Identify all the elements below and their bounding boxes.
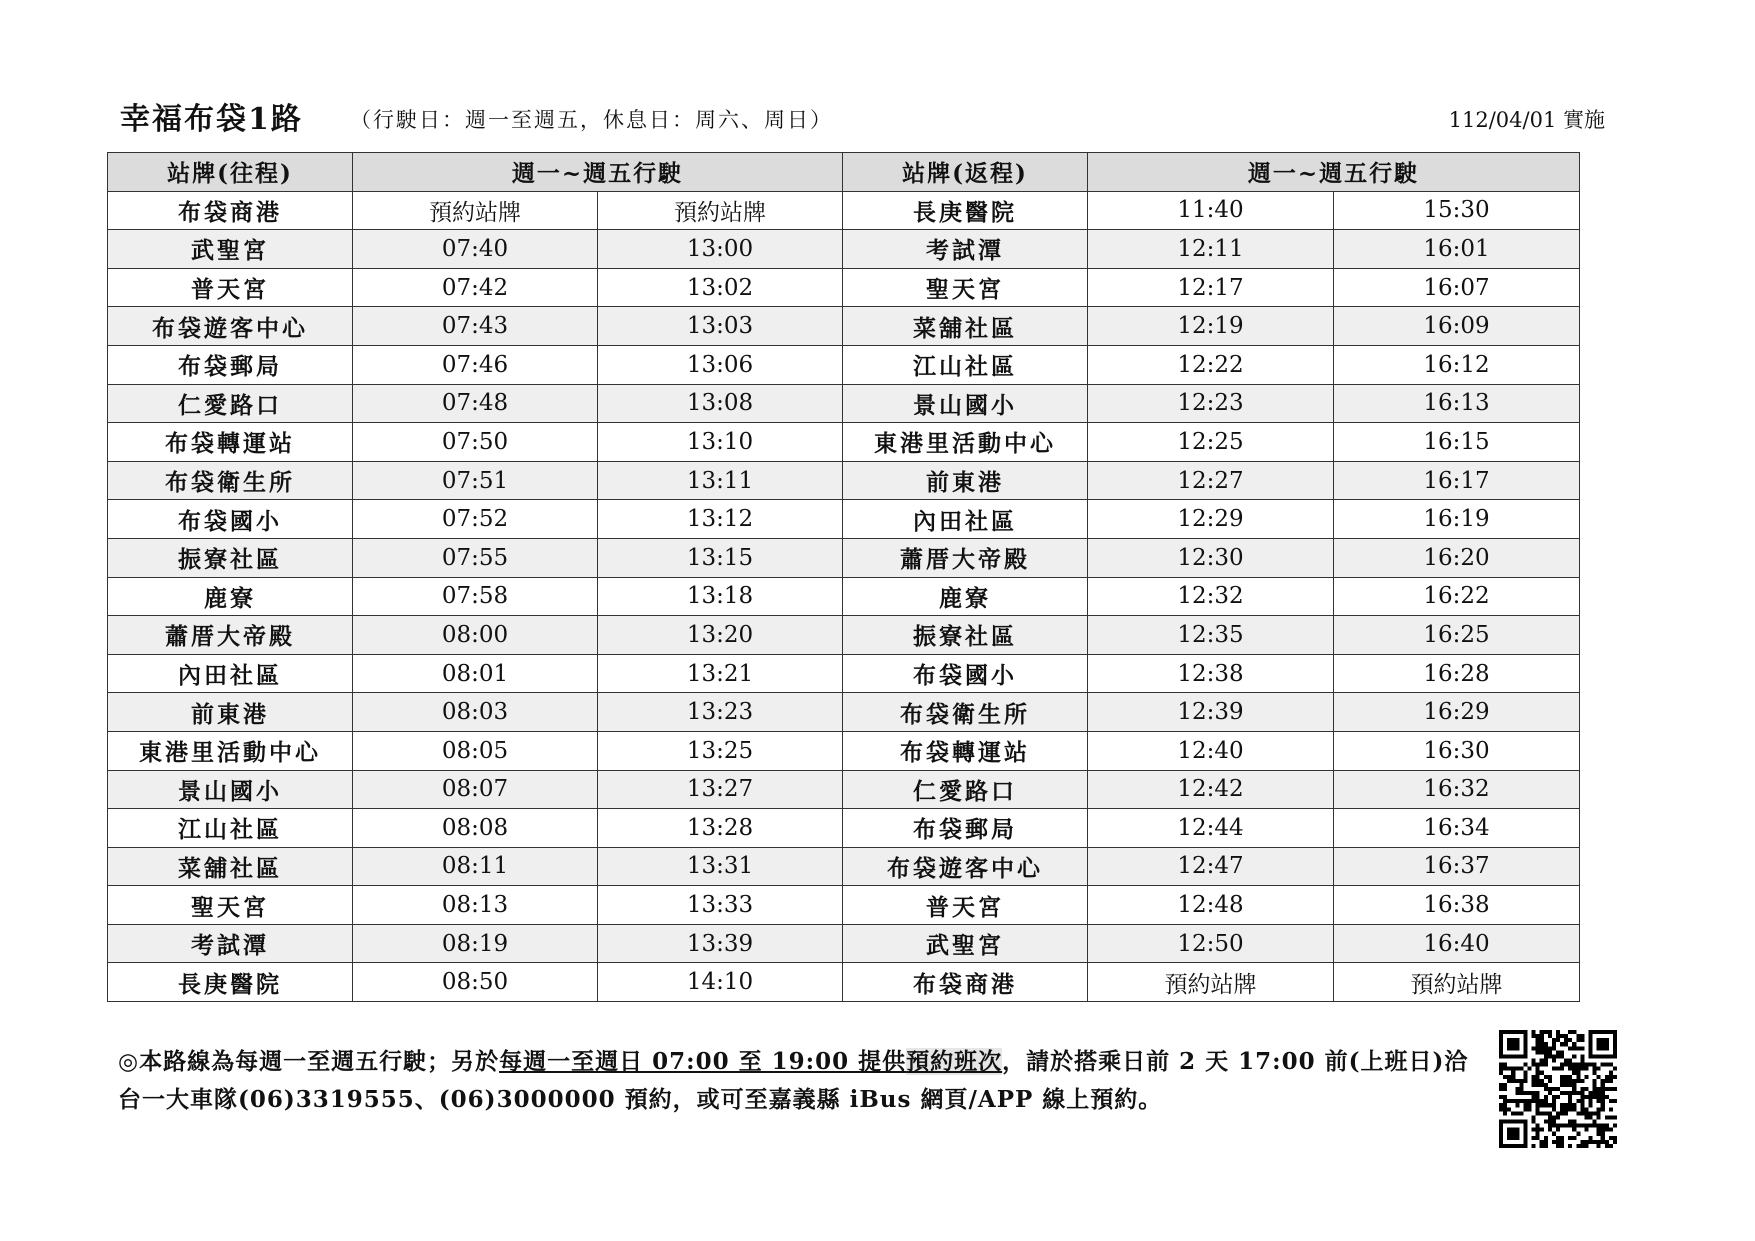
- outbound-time-1-cell: 08:13: [353, 886, 598, 925]
- return-stop-cell: 前東港: [843, 461, 1088, 500]
- table-row: [108, 500, 1580, 539]
- outbound-stop-cell: 內田社區: [108, 654, 353, 693]
- return-time-1-cell: 12:47: [1088, 847, 1334, 886]
- outbound-time-2-cell: 13:25: [598, 731, 843, 770]
- return-time-1-cell: 12:17: [1088, 268, 1334, 307]
- outbound-stop-cell: 鹿寮: [108, 577, 353, 616]
- outbound-time-2-cell: 預約站牌: [598, 191, 843, 230]
- table-row: [108, 307, 1580, 346]
- timetable-header-row: [108, 153, 1580, 192]
- return-time-1-cell: 12:48: [1088, 886, 1334, 925]
- return-time-2-cell: 16:30: [1334, 731, 1580, 770]
- return-time-1-cell: 12:39: [1088, 693, 1334, 732]
- timetable: [107, 152, 1580, 1002]
- outbound-time-1-cell: 07:46: [353, 345, 598, 384]
- table-row: [108, 654, 1580, 693]
- return-time-2-cell: 16:38: [1334, 886, 1580, 925]
- outbound-time-1-cell: 預約站牌: [353, 191, 598, 230]
- outbound-stop-cell: 蕭厝大帝殿: [108, 616, 353, 655]
- table-row: [108, 345, 1580, 384]
- return-stop-cell: 東港里活動中心: [843, 423, 1088, 462]
- outbound-time-2-cell: 13:10: [598, 423, 843, 462]
- return-time-2-cell: 16:15: [1334, 423, 1580, 462]
- return-time-1-cell: 12:50: [1088, 924, 1334, 963]
- return-time-2-cell: 16:19: [1334, 500, 1580, 539]
- return-time-2-cell: 16:28: [1334, 654, 1580, 693]
- outbound-time-2-cell: 13:39: [598, 924, 843, 963]
- return-time-1-cell: 12:42: [1088, 770, 1334, 809]
- outbound-time-1-cell: 08:01: [353, 654, 598, 693]
- return-time-1-cell: 12:30: [1088, 538, 1334, 577]
- timetable-body: [108, 191, 1580, 1001]
- return-time-2-cell: 16:29: [1334, 693, 1580, 732]
- page-header: [120, 92, 1605, 136]
- effective-date: 112/04/01 實施: [1448, 108, 1605, 132]
- return-time-2-cell: 16:34: [1334, 809, 1580, 848]
- outbound-stop-cell: 布袋國小: [108, 500, 353, 539]
- header-return-stop: 站牌(返程): [843, 153, 1088, 192]
- return-time-1-cell: 11:40: [1088, 191, 1334, 230]
- note-text-2: 每週一至週日 07:00 至 19:00 提供: [499, 1048, 907, 1075]
- note-text-1: ◎本路線為每週一至週五行駛；另於: [118, 1048, 500, 1075]
- outbound-stop-cell: 江山社區: [108, 809, 353, 848]
- return-stop-cell: 布袋商港: [843, 963, 1088, 1002]
- outbound-stop-cell: 仁愛路口: [108, 384, 353, 423]
- return-time-1-cell: 12:35: [1088, 616, 1334, 655]
- outbound-time-2-cell: 13:03: [598, 307, 843, 346]
- return-stop-cell: 長庚醫院: [843, 191, 1088, 230]
- outbound-time-2-cell: 13:18: [598, 577, 843, 616]
- table-row: [108, 809, 1580, 848]
- return-time-1-cell: 12:11: [1088, 230, 1334, 269]
- table-row: [108, 230, 1580, 269]
- outbound-time-2-cell: 13:33: [598, 886, 843, 925]
- outbound-time-2-cell: 13:00: [598, 230, 843, 269]
- return-stop-cell: 仁愛路口: [843, 770, 1088, 809]
- outbound-time-2-cell: 14:10: [598, 963, 843, 1002]
- table-row: [108, 577, 1580, 616]
- return-stop-cell: 鹿寮: [843, 577, 1088, 616]
- outbound-time-1-cell: 08:05: [353, 731, 598, 770]
- return-time-2-cell: 16:25: [1334, 616, 1580, 655]
- return-time-2-cell: 16:13: [1334, 384, 1580, 423]
- outbound-stop-cell: 武聖宮: [108, 230, 353, 269]
- outbound-stop-cell: 布袋商港: [108, 191, 353, 230]
- outbound-stop-cell: 考試潭: [108, 924, 353, 963]
- outbound-time-1-cell: 07:55: [353, 538, 598, 577]
- outbound-stop-cell: 聖天宮: [108, 886, 353, 925]
- return-time-1-cell: 12:27: [1088, 461, 1334, 500]
- outbound-time-2-cell: 13:23: [598, 693, 843, 732]
- header-return-days: 週一~週五行駛: [1088, 153, 1580, 192]
- table-row: [108, 423, 1580, 462]
- outbound-time-1-cell: 07:58: [353, 577, 598, 616]
- table-row: [108, 924, 1580, 963]
- table-row: [108, 461, 1580, 500]
- return-time-1-cell: 12:38: [1088, 654, 1334, 693]
- outbound-stop-cell: 普天宮: [108, 268, 353, 307]
- return-time-2-cell: 16:07: [1334, 268, 1580, 307]
- outbound-stop-cell: 振寮社區: [108, 538, 353, 577]
- outbound-stop-cell: 布袋郵局: [108, 345, 353, 384]
- qr-code-icon[interactable]: [1499, 1030, 1617, 1148]
- outbound-stop-cell: 東港里活動中心: [108, 731, 353, 770]
- reservation-note: [118, 1043, 1488, 1119]
- return-stop-cell: 江山社區: [843, 345, 1088, 384]
- header-outbound-days: 週一~週五行駛: [353, 153, 843, 192]
- table-row: [108, 191, 1580, 230]
- return-stop-cell: 武聖宮: [843, 924, 1088, 963]
- return-stop-cell: 布袋國小: [843, 654, 1088, 693]
- table-row: [108, 963, 1580, 1002]
- table-row: [108, 268, 1580, 307]
- outbound-stop-cell: 布袋衛生所: [108, 461, 353, 500]
- outbound-time-2-cell: 13:21: [598, 654, 843, 693]
- return-time-2-cell: 16:40: [1334, 924, 1580, 963]
- outbound-time-1-cell: 07:42: [353, 268, 598, 307]
- outbound-time-2-cell: 13:15: [598, 538, 843, 577]
- return-time-2-cell: 16:20: [1334, 538, 1580, 577]
- outbound-time-2-cell: 13:06: [598, 345, 843, 384]
- return-time-1-cell: 12:44: [1088, 809, 1334, 848]
- return-time-1-cell: 12:40: [1088, 731, 1334, 770]
- return-time-1-cell: 12:29: [1088, 500, 1334, 539]
- return-time-2-cell: 16:12: [1334, 345, 1580, 384]
- return-time-1-cell: 12:32: [1088, 577, 1334, 616]
- outbound-time-1-cell: 08:50: [353, 963, 598, 1002]
- outbound-time-1-cell: 08:08: [353, 809, 598, 848]
- return-stop-cell: 布袋郵局: [843, 809, 1088, 848]
- outbound-time-1-cell: 07:40: [353, 230, 598, 269]
- outbound-stop-cell: 菜舖社區: [108, 847, 353, 886]
- outbound-time-1-cell: 07:51: [353, 461, 598, 500]
- note-text-4: ，請於搭乘日前 2 天 17:00 前(上班日)洽台一大車隊(06)3319555、(06)3000000 預約，或可至嘉義縣 iBus 網頁/APP 線上預約。: [118, 1048, 1469, 1113]
- outbound-time-2-cell: 13:08: [598, 384, 843, 423]
- outbound-stop-cell: 布袋遊客中心: [108, 307, 353, 346]
- return-time-2-cell: 16:22: [1334, 577, 1580, 616]
- return-time-2-cell: 16:37: [1334, 847, 1580, 886]
- outbound-time-2-cell: 13:31: [598, 847, 843, 886]
- return-time-1-cell: 12:22: [1088, 345, 1334, 384]
- return-time-1-cell: 12:23: [1088, 384, 1334, 423]
- outbound-time-1-cell: 08:11: [353, 847, 598, 886]
- table-row: [108, 770, 1580, 809]
- outbound-time-1-cell: 07:50: [353, 423, 598, 462]
- return-stop-cell: 蕭厝大帝殿: [843, 538, 1088, 577]
- outbound-time-1-cell: 08:19: [353, 924, 598, 963]
- return-time-2-cell: 16:01: [1334, 230, 1580, 269]
- return-time-2-cell: 16:09: [1334, 307, 1580, 346]
- route-title: 幸福布袋1路: [120, 102, 303, 137]
- outbound-time-2-cell: 13:28: [598, 809, 843, 848]
- return-stop-cell: 布袋遊客中心: [843, 847, 1088, 886]
- return-stop-cell: 景山國小: [843, 384, 1088, 423]
- return-stop-cell: 布袋衛生所: [843, 693, 1088, 732]
- table-row: [108, 616, 1580, 655]
- outbound-time-1-cell: 07:43: [353, 307, 598, 346]
- return-time-2-cell: 預約站牌: [1334, 963, 1580, 1002]
- return-time-2-cell: 16:17: [1334, 461, 1580, 500]
- outbound-time-2-cell: 13:20: [598, 616, 843, 655]
- outbound-time-2-cell: 13:12: [598, 500, 843, 539]
- table-row: [108, 847, 1580, 886]
- operating-days: （行駛日：週一至週五，休息日：周六、周日）: [350, 108, 833, 132]
- outbound-stop-cell: 前東港: [108, 693, 353, 732]
- outbound-time-2-cell: 13:11: [598, 461, 843, 500]
- outbound-time-1-cell: 07:52: [353, 500, 598, 539]
- table-row: [108, 731, 1580, 770]
- outbound-stop-cell: 景山國小: [108, 770, 353, 809]
- return-stop-cell: 振寮社區: [843, 616, 1088, 655]
- note-text-3: 預約班次: [906, 1048, 1003, 1075]
- return-time-2-cell: 16:32: [1334, 770, 1580, 809]
- return-time-1-cell: 12:19: [1088, 307, 1334, 346]
- table-row: [108, 886, 1580, 925]
- return-time-2-cell: 15:30: [1334, 191, 1580, 230]
- outbound-time-2-cell: 13:02: [598, 268, 843, 307]
- return-stop-cell: 聖天宮: [843, 268, 1088, 307]
- return-stop-cell: 菜舖社區: [843, 307, 1088, 346]
- return-stop-cell: 普天宮: [843, 886, 1088, 925]
- return-stop-cell: 內田社區: [843, 500, 1088, 539]
- table-row: [108, 693, 1580, 732]
- return-time-1-cell: 12:25: [1088, 423, 1334, 462]
- outbound-stop-cell: 長庚醫院: [108, 963, 353, 1002]
- outbound-time-1-cell: 08:03: [353, 693, 598, 732]
- return-stop-cell: 布袋轉運站: [843, 731, 1088, 770]
- outbound-time-1-cell: 07:48: [353, 384, 598, 423]
- table-row: [108, 384, 1580, 423]
- outbound-stop-cell: 布袋轉運站: [108, 423, 353, 462]
- return-stop-cell: 考試潭: [843, 230, 1088, 269]
- return-time-1-cell: 預約站牌: [1088, 963, 1334, 1002]
- header-outbound-stop: 站牌(往程): [108, 153, 353, 192]
- outbound-time-1-cell: 08:00: [353, 616, 598, 655]
- outbound-time-1-cell: 08:07: [353, 770, 598, 809]
- outbound-time-2-cell: 13:27: [598, 770, 843, 809]
- table-row: [108, 538, 1580, 577]
